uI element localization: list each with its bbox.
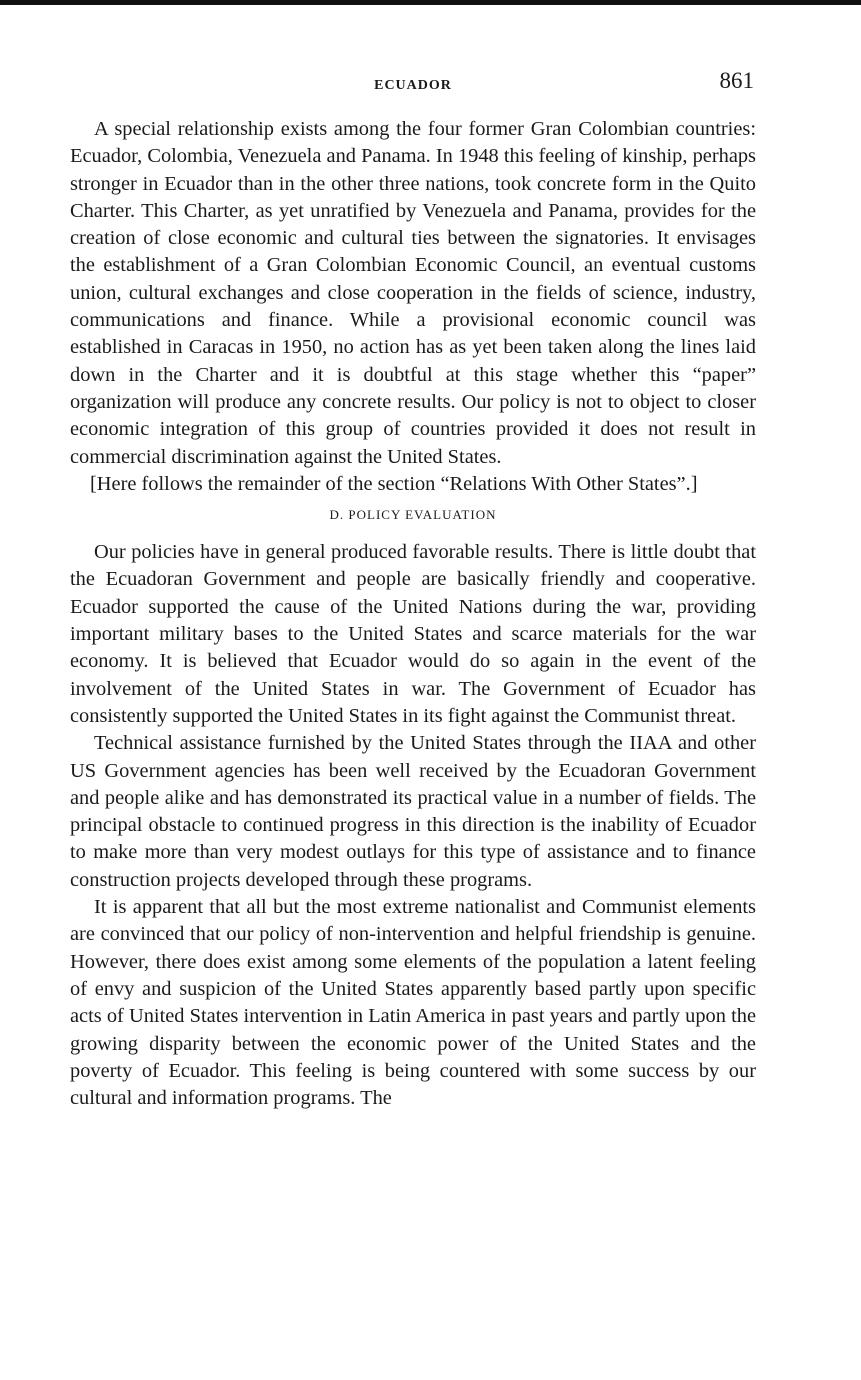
paragraph-policy-results: Our policies have in general produced favorable results. There is little doubt that the Ecuadoran Government and people are basically friendly and cooperative. Ecuador supported the cause of the United Nations during the war, providing important military bases to the United States and scarce materials for the war economy. It is believed that Ecuador would do so again in the event of the involvement of the United States in war. The Government of Ecuador has consistently supported the United States in its fight against the Communist threat. <box>70 541 756 727</box>
document-body <box>70 116 756 1112</box>
paragraph-technical-assistance: Technical assistance furnished by the United States through the IIAA and other US Government agencies has been well received by the Ecuadoran Government and people alike and has demonstrated its practical value in a number of fields. The principal obstacle to continued progress in this direction is the inability of Ecuador to make more than very modest outlays for this type of assistance and to finance construction projects developed through these programs. <box>70 732 756 891</box>
page-header <box>70 68 756 108</box>
page-number: 861 <box>719 68 754 93</box>
editorial-note: [Here follows the remainder of the section “Relations With Other States”.] <box>90 472 698 495</box>
section-heading: D. POLICY EVALUATION <box>329 507 497 523</box>
paragraph-gran-colombia: A special relationship exists among the four former Gran Colombian countries: Ecuador, Colombia, Venezuela and Panama. In 1948 this feeling of kinship, perhaps stronger in Ecuador than in the other three nations, took concrete form in the Quito Charter. This Charter, as yet unratified by Venezuela and Panama, provides for the creation of close economic and cultural ties between the signatories. It envisages the establishment of a Gran Colombian Economic Council, an eventual customs union, cultural exchanges and close cooperation in the fields of science, industry, communications and finance. While a provisional economic council was established in Caracas in 1950, no action has as yet been taken along the lines laid down in the Charter and it is doubtful at this stage whether this “paper” organization will produce any concrete results. Our policy is not to object to closer economic integration of this group of countries provided it does not result in commercial discrimination against the United States. <box>70 118 756 468</box>
top-border-rule <box>0 0 861 5</box>
paragraph-nationalist-elements: It is apparent that all but the most extreme nationalist and Communist elements are convinced that our policy of non-intervention and helpful friendship is genuine. However, there does exist among some elements of the population a latent feeling of envy and suspicion of the United States apparently based partly upon specific acts of United States intervention in Latin America in past years and partly upon the growing disparity between the economic power of the United States and the poverty of Ecuador. This feeling is being countered with some success by our cultural and information programs. The <box>70 896 756 1110</box>
running-head: ECUADOR <box>374 78 452 93</box>
